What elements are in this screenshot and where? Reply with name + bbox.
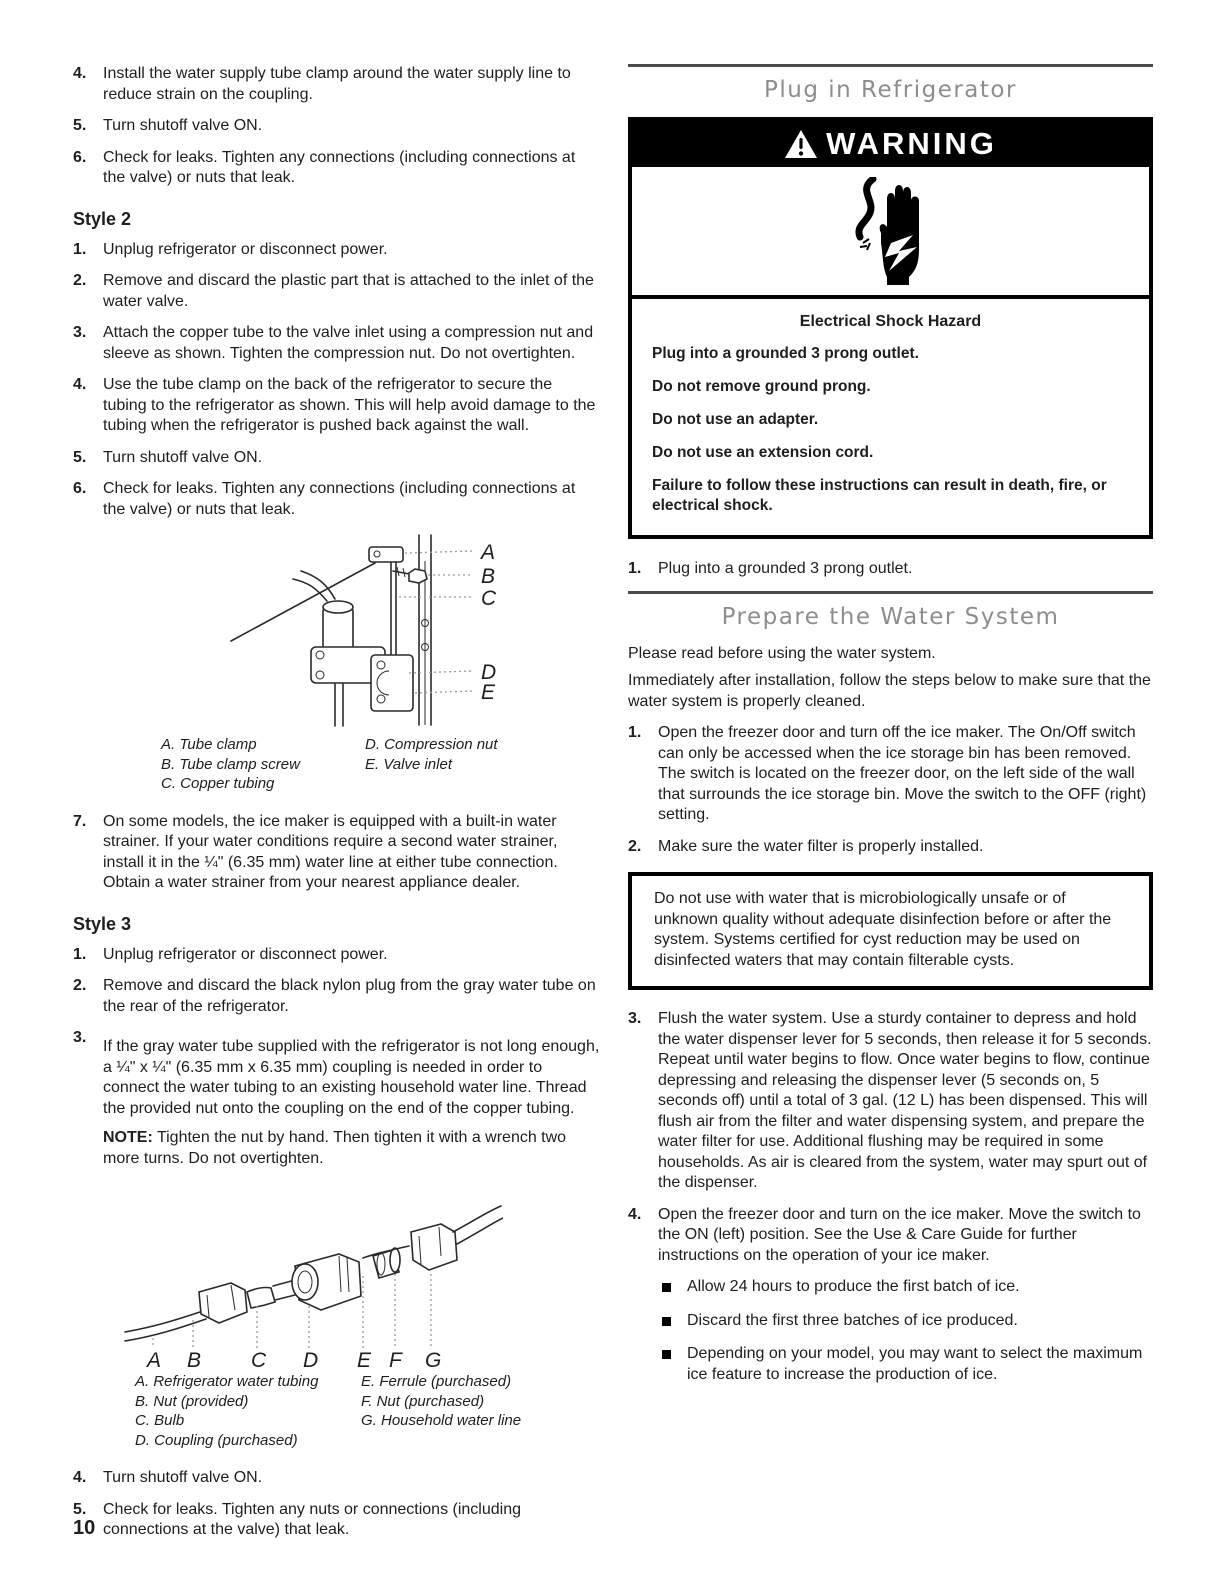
- caption-line: D. Compression nut: [365, 736, 498, 753]
- diagram-label: D: [303, 1349, 319, 1370]
- caption-line: D. Coupling (purchased): [135, 1431, 298, 1449]
- diagram-label: C: [481, 587, 497, 610]
- step-text: Remove and discard the plastic part that is attached to the inlet of the water valve.: [103, 272, 594, 310]
- warning-line: Do not remove ground prong.: [652, 378, 871, 395]
- caption-line: E. Valve inlet: [365, 755, 452, 773]
- step-text: On some models, the ice maker is equipped with a built-in water strainer. If your water conditions require a second water strainer, install it in the ¼" (6.35 mm) water line at either tube connection. Obtain a water strainer from your nearest appliance dealer.: [103, 812, 558, 891]
- list-item: [73, 271, 600, 312]
- step-number: 4.: [73, 1469, 87, 1486]
- step-number: 2.: [628, 837, 642, 855]
- step-number: 4.: [628, 1205, 642, 1223]
- warning-text: [632, 295, 1149, 535]
- list-item: [73, 375, 600, 437]
- step-number: 4.: [73, 65, 87, 82]
- step-text: Unplug refrigerator or disconnect power.: [103, 945, 388, 963]
- list-item: [73, 1468, 600, 1489]
- list-item: [628, 1009, 1153, 1194]
- step-number: 7.: [73, 812, 87, 830]
- step-number: 3.: [73, 1029, 87, 1046]
- step-number: 2.: [73, 272, 87, 289]
- step-text: Turn shutoff valve ON.: [103, 448, 263, 466]
- step-text: Open the freezer door and turn on the ice maker. Move the switch to the ON (left) position. See the Use & Care Guide for further instructions on the operation of your ice maker.: [658, 1205, 1141, 1264]
- diagram-label: E: [481, 681, 496, 704]
- step-text: Plug into a grounded 3 prong outlet.: [658, 560, 913, 577]
- left-column: [73, 64, 600, 1552]
- step-text: Attach the copper tube to the valve inlet using a compression nut and sleeve as shown. Tighten the compression nut. Do not overtighten.: [103, 324, 594, 362]
- list-item: [73, 240, 600, 261]
- list-item: [73, 1028, 600, 1169]
- list-item: [628, 1205, 1153, 1267]
- caption-line: A. Refrigerator water tubing: [135, 1373, 319, 1390]
- diagram-label: A: [481, 541, 496, 564]
- caption-line: B. Tube clamp screw: [161, 755, 300, 773]
- right-column: [628, 64, 1153, 1552]
- caption-line: B. Nut (provided): [135, 1392, 249, 1410]
- style2-heading: Style 2: [73, 208, 132, 229]
- step-number: 1.: [628, 560, 642, 577]
- warning-line: Do not use an adapter.: [652, 411, 819, 428]
- step-number: 3.: [628, 1010, 642, 1027]
- diagram-label: B: [481, 565, 496, 588]
- section-divider: [628, 64, 1153, 67]
- style3-heading: Style 3: [73, 913, 132, 934]
- caption-line: A. Tube clamp: [161, 736, 257, 753]
- diagram-label: E: [357, 1349, 372, 1370]
- step-number: 2.: [73, 977, 87, 994]
- diagram-label: F: [389, 1349, 402, 1370]
- list-item: [73, 479, 600, 520]
- caption-line: G. Household water line: [361, 1412, 522, 1429]
- step-text: Remove and discard the black nylon plug from the gray water tube on the rear of the refrigerator.: [103, 977, 596, 1015]
- list-item: [73, 323, 600, 364]
- electrical-shock-icon: [843, 177, 939, 287]
- prepare-water-system-heading: Prepare the Water System: [721, 603, 1060, 630]
- diagram-label: G: [425, 1349, 442, 1370]
- diagram-label: D: [481, 661, 497, 684]
- step-text: Use the tube clamp on the back of the refrigerator to secure the tubing to the refrigerator as shown. This will help avoid damage to the tubing when the refrigerator is pushed back against the wall.: [103, 376, 596, 434]
- caption-line: F. Nut (purchased): [361, 1392, 485, 1410]
- list-item: [73, 448, 600, 469]
- hazard-title: Electrical Shock Hazard: [799, 313, 982, 330]
- step-text: Check for leaks. Tighten any connections (including connections at the valve) or nuts that leak.: [103, 480, 576, 518]
- warning-line: Plug into a grounded 3 prong outlet.: [652, 345, 919, 362]
- warning-triangle-icon: [784, 129, 818, 159]
- diagram-label: C: [251, 1349, 267, 1370]
- step-number: 3.: [73, 324, 87, 341]
- step-number: 1.: [73, 240, 87, 258]
- step-text: Turn shutoff valve ON.: [103, 1469, 263, 1486]
- caption-line: C. Copper tubing: [161, 775, 275, 792]
- caption-line: E. Ferrule (purchased): [361, 1373, 512, 1390]
- caption-line: C. Bulb: [135, 1412, 185, 1429]
- list-item: [628, 723, 1153, 826]
- step-text: Check for leaks. Tighten any connections (including connections at the valve) or nuts that leak.: [103, 148, 576, 186]
- note-text: Tighten the nut by hand. Then tighten it with a wrench two more turns. Do not overtighten.: [103, 1129, 567, 1167]
- step-number: 5.: [73, 117, 87, 134]
- step-number: 5.: [73, 448, 87, 466]
- note-box-text: Do not use with water that is microbiologically unsafe or of unknown quality without adequate disinfection before or after the system. Systems certified for cyst reduction may be used on disinfected waters that may contain filterable cysts.: [654, 890, 1112, 969]
- warning-line: Failure to follow these instructions can result in death, fire, or electrical shock.: [652, 477, 1107, 514]
- step-number: 4.: [73, 376, 87, 393]
- list-item: [73, 148, 600, 189]
- list-item: [73, 945, 600, 966]
- bullet-text: Depending on your model, you may want to select the maximum ice feature to increase the production of ice.: [687, 1345, 1143, 1383]
- list-item: [73, 116, 600, 137]
- note-paragraph: [103, 1128, 600, 1169]
- list-item: [73, 1500, 600, 1541]
- step-number: 6.: [73, 480, 87, 497]
- diagram1-caption: [161, 735, 600, 794]
- section-divider: [628, 591, 1153, 594]
- step-number: 1.: [73, 945, 87, 963]
- diagram-label: B: [187, 1349, 202, 1370]
- step-text: If the gray water tube supplied with the refrigerator is not long enough, a ¼" x ¼" (6.35 mm x 6.35 mm) coupling is needed in order to connect the water tubing to an existing household water line. Thread the provided nut onto the coupling on the end of the copper tubing.: [103, 1038, 600, 1117]
- list-item: [628, 559, 1153, 580]
- bullet-square-icon: [662, 1317, 671, 1326]
- step-text: Flush the water system. Use a sturdy container to depress and hold the water dispenser lever for 5 seconds, then release it for 5 seconds. Repeat until water begins to flow. Once water begins to flow, continue depressing and releasing the dispenser lever (5 seconds on, 5 seconds off) until a total of 3 gal. (12 L) has been dispensed. This will flush air from the filter and water dispensing system, and prepare the water filter for use. Additional flushing may be required in some households. As air is cleared from the system, water may spurt out of the dispenser.: [658, 1010, 1152, 1191]
- bullet-item: [660, 1277, 1153, 1298]
- warning-label: WARNING: [826, 126, 997, 161]
- warning-icon-area: [632, 167, 1149, 295]
- list-item: [73, 64, 600, 105]
- plug-in-refrigerator-heading: Plug in Refrigerator: [764, 77, 1017, 103]
- list-item: [73, 812, 600, 894]
- diagram2-caption: [135, 1372, 600, 1450]
- note-label: NOTE:: [103, 1129, 153, 1146]
- step-number: 1.: [628, 724, 642, 741]
- step-text: Open the freezer door and turn off the ice maker. The On/Off switch can only be accessed when the ice storage bin has been removed. The switch is located on the freezer door, on the left side of the wall that surrounds the ice storage bin. Move the switch to the OFF (right) setting.: [658, 724, 1147, 823]
- coupling-diagram: [123, 1180, 503, 1370]
- warning-line: Do not use an extension cord.: [652, 444, 874, 461]
- intro-paragraph: Please read before using the water system.: [628, 644, 936, 662]
- bullet-item: [660, 1344, 1153, 1385]
- bullet-square-icon: [662, 1350, 671, 1359]
- water-valve-diagram: [223, 531, 523, 729]
- bullet-text: Discard the first three batches of ice produced.: [687, 1311, 1018, 1329]
- intro-paragraph: Immediately after installation, follow the steps below to make sure that the water system is properly cleaned.: [628, 672, 1151, 710]
- warning-box: [628, 117, 1153, 539]
- step-text: Unplug refrigerator or disconnect power.: [103, 240, 388, 258]
- list-item: [628, 837, 1153, 858]
- bullet-square-icon: [662, 1283, 671, 1292]
- bullet-item: [660, 1311, 1153, 1332]
- water-quality-note-box: [628, 872, 1153, 990]
- warning-header: [632, 121, 1149, 167]
- step-text: Check for leaks. Tighten any nuts or connections (including connections at the valve) that leak.: [103, 1500, 522, 1538]
- bullet-text: Allow 24 hours to produce the first batch of ice.: [687, 1278, 1020, 1295]
- step-number: 5.: [73, 1500, 87, 1518]
- step-number: 6.: [73, 148, 87, 166]
- step-text: Make sure the water filter is properly installed.: [658, 837, 984, 855]
- diagram-label: A: [147, 1349, 162, 1370]
- step-text: Turn shutoff valve ON.: [103, 117, 263, 134]
- page-number: 10: [73, 1517, 96, 1539]
- list-item: [73, 976, 600, 1017]
- step-text: Install the water supply tube clamp around the water supply line to reduce strain on the coupling.: [103, 65, 571, 103]
